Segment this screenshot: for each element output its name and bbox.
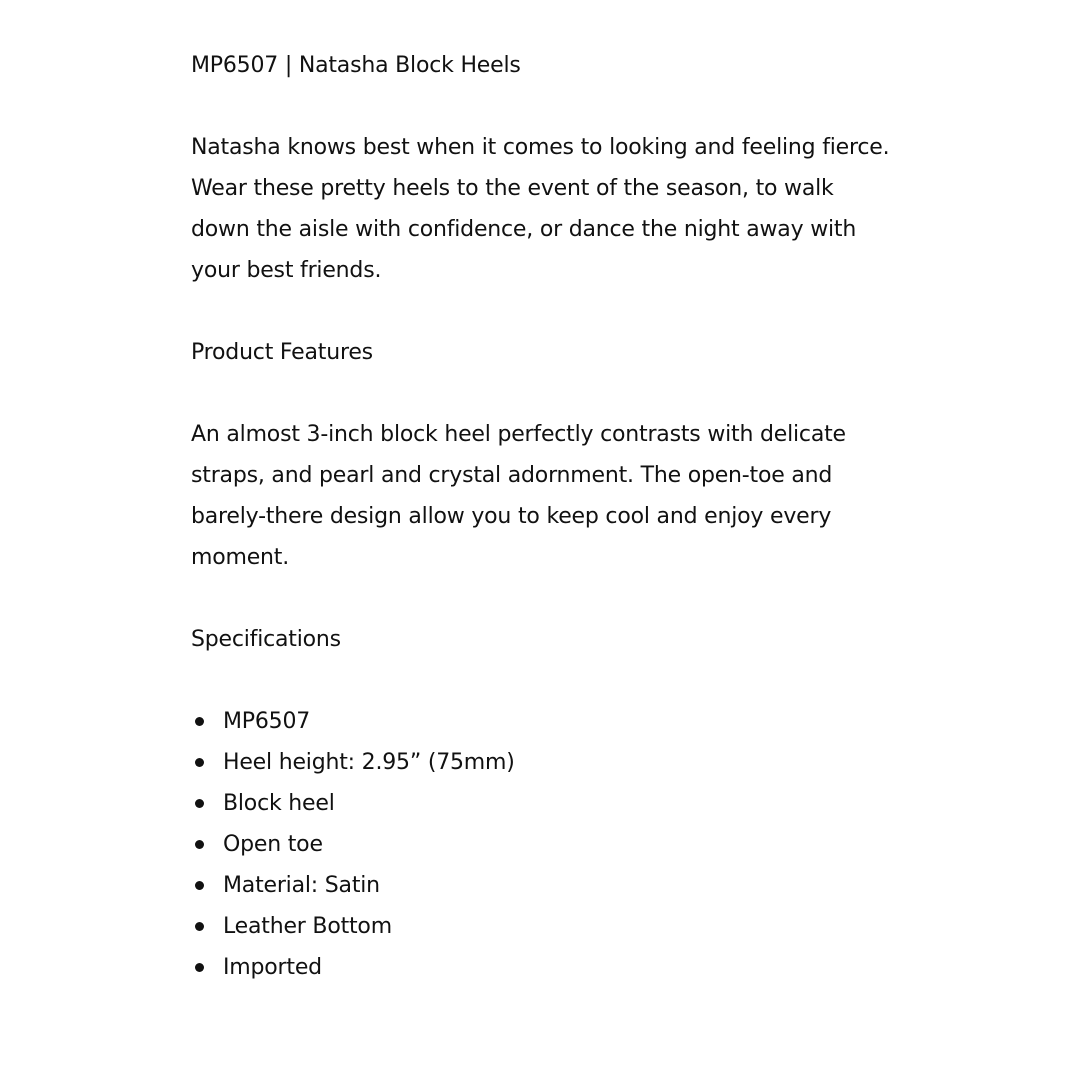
bullet-icon — [195, 881, 204, 890]
spec-item — [191, 742, 891, 783]
bullet-icon — [195, 799, 204, 808]
spec-item-label: Open toe — [223, 832, 323, 857]
spec-item — [191, 783, 891, 824]
bullet-icon — [195, 758, 204, 767]
spec-item-label: Leather Bottom — [223, 914, 392, 939]
spec-item — [191, 906, 891, 947]
bullet-icon — [195, 840, 204, 849]
features-text: An almost 3-inch block heel perfectly contrasts with delicate straps, and pearl and crystal adornment. The open-toe and barely-there design allow you to keep cool and enjoy every moment. — [191, 422, 846, 570]
spec-item-label: Heel height: 2.95” (75mm) — [223, 750, 515, 775]
spec-item — [191, 865, 891, 906]
product-content — [191, 45, 891, 988]
product-title: MP6507 | Natasha Block Heels — [191, 53, 521, 78]
spec-item-label: Block heel — [223, 791, 335, 816]
product-description: Natasha knows best when it comes to looking and feeling fierce. Wear these pretty heels to the event of the season, to walk down the aisle with confidence, or dance the night away with your best friends. — [191, 135, 890, 283]
bullet-icon — [195, 717, 204, 726]
spec-item-label: MP6507 — [223, 709, 311, 734]
spec-item-label: Material: Satin — [223, 873, 380, 898]
spec-item-label: Imported — [223, 955, 322, 980]
spec-item — [191, 701, 891, 742]
specifications-list — [191, 701, 891, 988]
spec-item — [191, 824, 891, 865]
features-heading: Product Features — [191, 340, 373, 365]
bullet-icon — [195, 963, 204, 972]
bullet-icon — [195, 922, 204, 931]
specifications-heading: Specifications — [191, 627, 341, 652]
spec-item — [191, 947, 891, 988]
